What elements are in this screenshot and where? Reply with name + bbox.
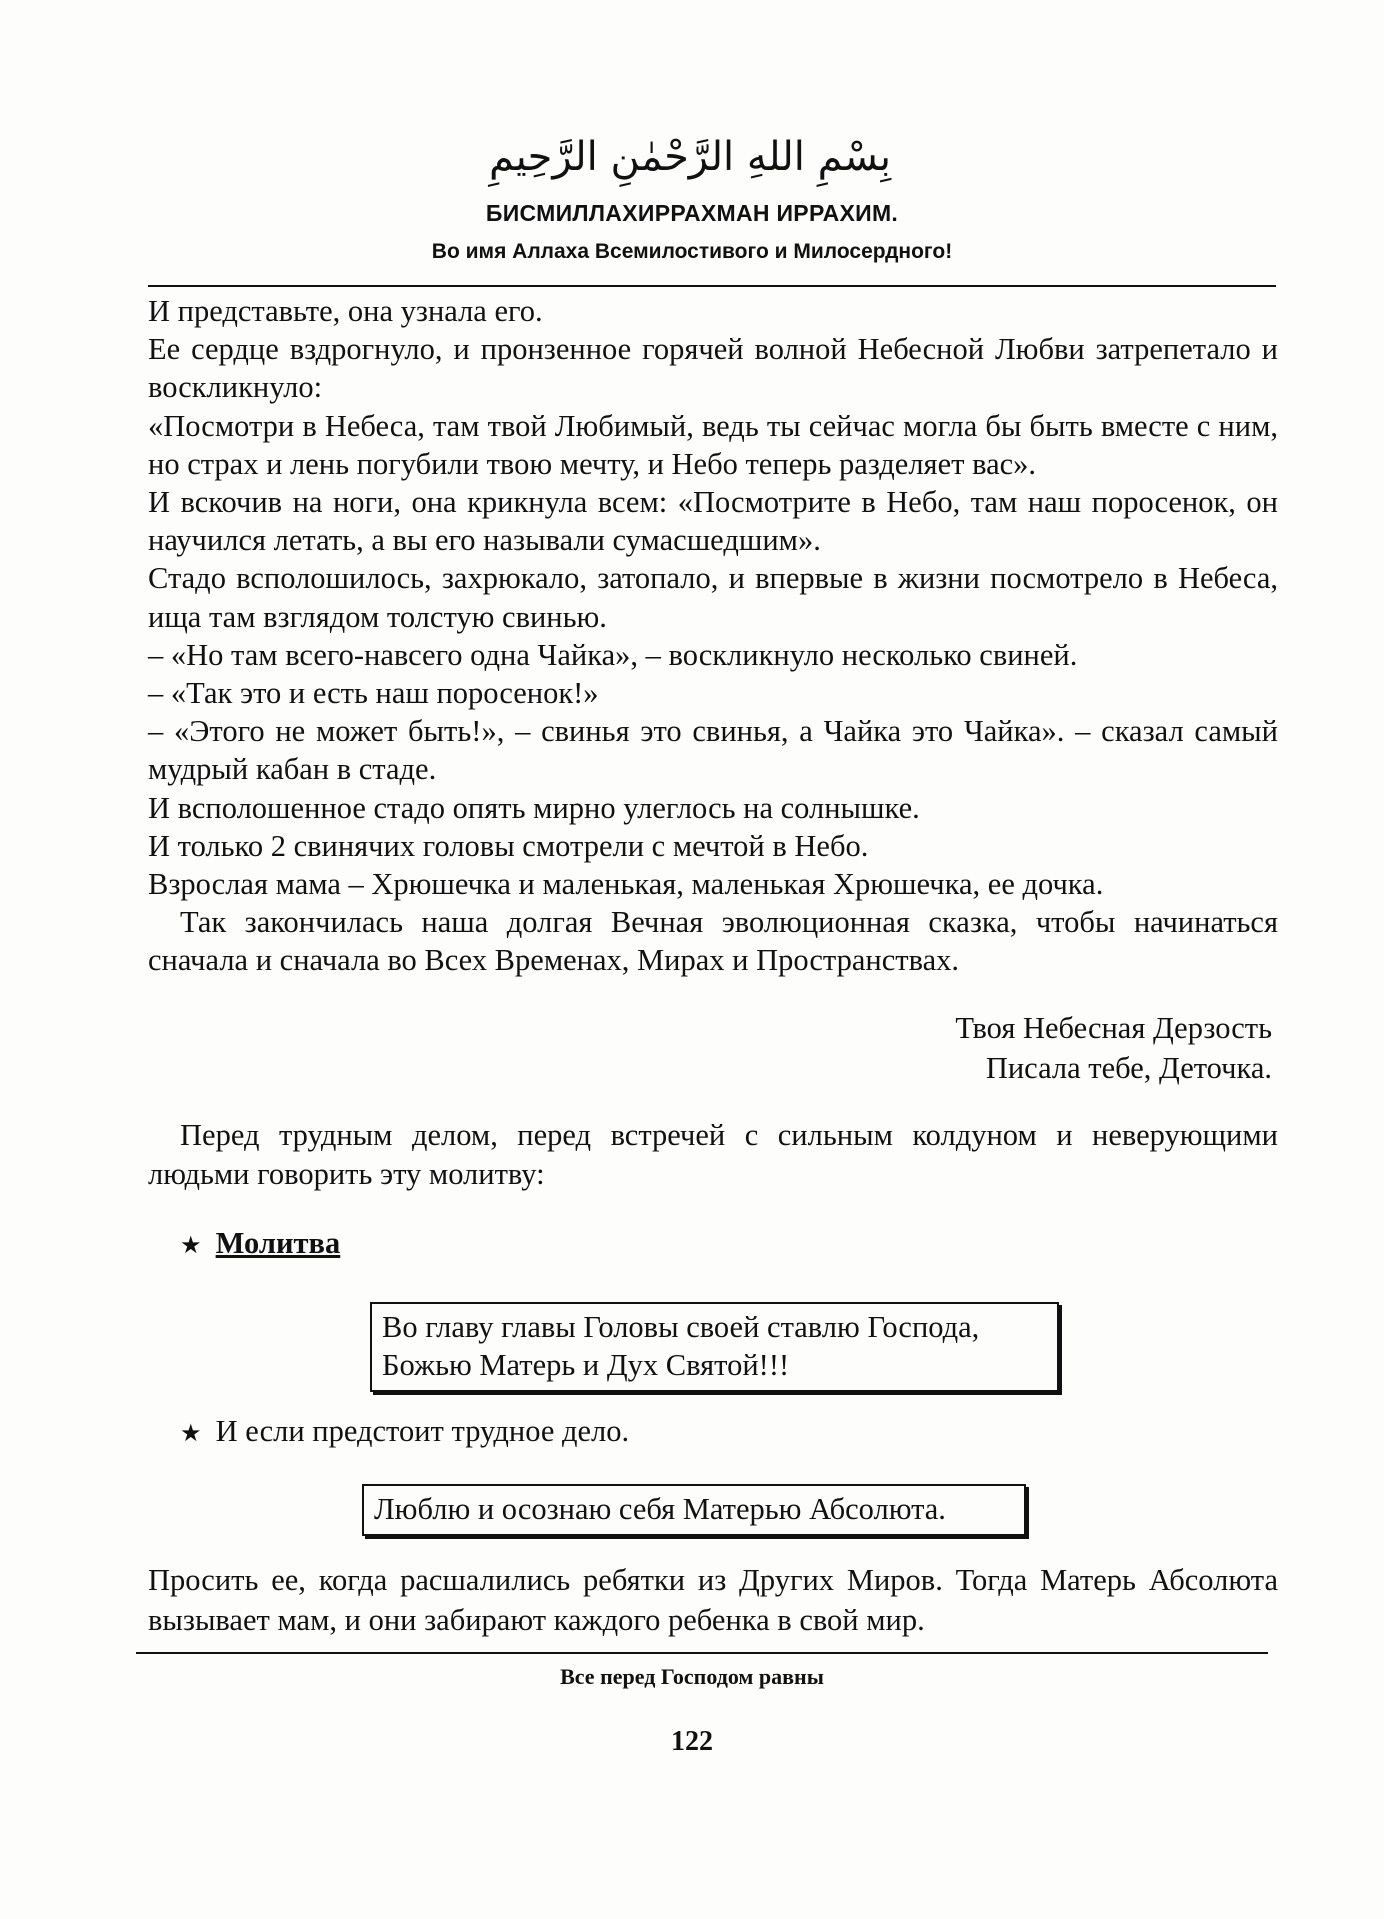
prayer-box <box>370 1302 1059 1392</box>
basmala-calligraphy <box>488 108 892 198</box>
calligraphy-text: بِسْمِ اللهِ الرَّحْمٰنِ الرَّحِيمِ <box>488 134 892 180</box>
paragraph: Взрослая мама – Хрюшечка и маленькая, маленькая Хрюшечка, ее дочка. <box>148 867 1104 902</box>
prelude-text: Перед трудным делом, перед встречей с сильным колдуном и неверующими людьми говорить эту молитву: <box>148 1118 1278 1191</box>
story-text <box>148 292 1278 980</box>
paragraph: Стадо всполошилось, захрюкало, затопало, и впервые в жизни посмотрело в Небеса, ища там взглядом толстую свинью. <box>148 561 1278 634</box>
dialogue-line: – «Но там всего-навсего одна Чайка», – воскликнуло несколько свиней. <box>148 637 1078 672</box>
paragraph: И только 2 свинячих головы смотрели с мечтой в Небо. <box>148 828 869 863</box>
prayer-heading <box>180 1226 340 1261</box>
dialogue-line: – «Так это и есть наш поросенок!» <box>148 676 599 711</box>
star-icon: ★ <box>180 1419 202 1447</box>
paragraph: И представьте, она узнала его. <box>148 294 543 328</box>
signature-line-1: Твоя Небесная Дерзость <box>955 1011 1272 1045</box>
paragraph-ending: Так закончилась наша долгая Вечная эволюционная сказка, чтобы начинаться сначала и сначала во Всех Временах, Мирах и Пространствах. <box>148 905 1278 978</box>
running-footer: Все перед Господом равны <box>560 1664 824 1689</box>
closing-text <box>148 1560 1278 1640</box>
signature-line-2: Писала тебе, Деточка. <box>985 1051 1272 1085</box>
difficult-task-heading <box>180 1414 629 1449</box>
paragraph: И всполошенное стадо опять мирно улеглось на солнышке. <box>148 790 920 825</box>
prayer-line-2: Божью Матерь и Дух Святой!!! <box>382 1348 790 1382</box>
paragraph: И вскочив на ноги, она крикнула всем: «Посмотрите в Небо, там наш поросенок, он научился летать, а вы его называли сумасшедшим». <box>148 485 1278 558</box>
dialogue-line: – «Этого не может быть!», – свинья это свинья, а Чайка это Чайка». – сказал самый мудрый кабан в стаде. <box>148 714 1278 787</box>
paragraph: «Посмотри в Небеса, там твой Любимый, ведь ты сейчас могла бы быть вместе с ним, но страх и лень погубили твою мечту, и Небо теперь разделяет вас». <box>148 408 1278 481</box>
prayer-line-1: Во главу главы Головы своей ставлю Господа, <box>382 1310 980 1344</box>
prayer-heading-label: Молитва <box>215 1226 341 1260</box>
basmala-subtitle: Во имя Аллаха Всемилостивого и Милосердного! <box>431 240 953 263</box>
prayer-introduction <box>148 1116 1278 1193</box>
difficult-task-text: И если предстоит трудное дело. <box>215 1414 630 1448</box>
paragraph: Ее сердце вздрогнуло, и пронзенное горячей волной Небесной Любви затрепетало и воскликнуло: <box>148 332 1278 405</box>
affirmation-box: Люблю и осознаю себя Матерью Абсолюта. <box>362 1484 1026 1536</box>
closing-paragraph: Просить ее, когда расшалились ребятки из Других Миров. Тогда Матерь Абсолюта вызывает мам, и они забирают каждого ребенка в свой мир. <box>148 1563 1278 1637</box>
basmala-title: БИСМИЛЛАХИРРАХМАН ИРРАХИМ. <box>485 200 899 226</box>
footer-divider <box>136 1652 1268 1654</box>
signature <box>955 1008 1272 1088</box>
header-divider <box>148 285 1276 287</box>
page-number: 122 <box>671 1726 713 1757</box>
star-icon: ★ <box>180 1231 202 1259</box>
